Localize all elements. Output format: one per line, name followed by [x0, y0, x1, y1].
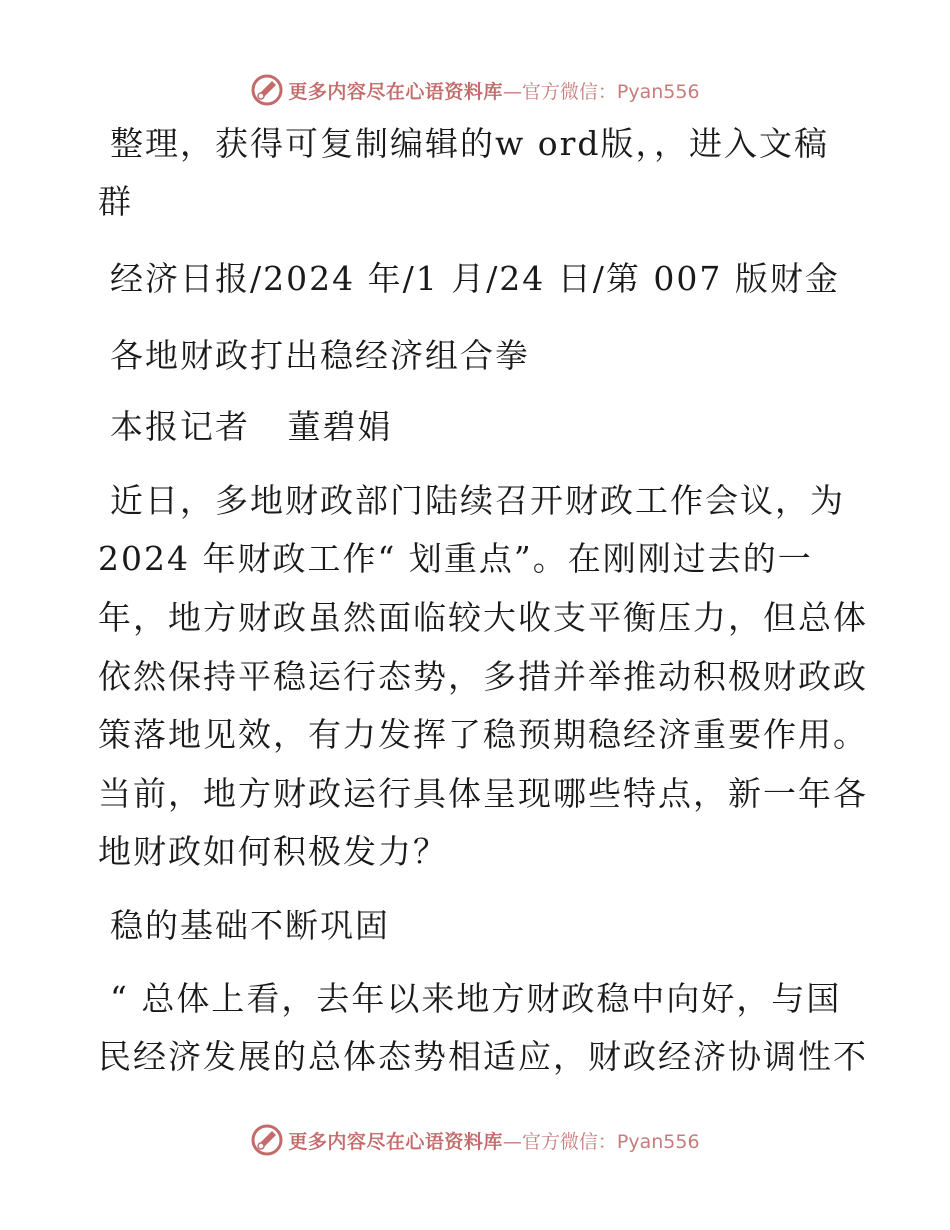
footer-watermark-banner — [0, 1120, 950, 1160]
body-p1-line-5: 策落地见效，有力发挥了稳预期稳经济重要作用。 — [98, 715, 868, 754]
body-p1-line-6: 当前，地方财政运行具体呈现哪些特点，新一年各 — [98, 774, 868, 813]
intro-line-2: 群 — [98, 182, 133, 221]
body-p1-line-3: 年，地方财政虽然面临较大收支平衡压力，但总体 — [98, 598, 868, 637]
body-p2-line-2: 民经济发展的总体态势相适应，财政经济协调性不 — [98, 1037, 868, 1076]
banner-wechat-text: —官方微信：Pyan556 — [502, 80, 700, 103]
library-logo-icon — [250, 73, 284, 107]
intro-line-1: 整理，获得可复制编辑的w ord版，，进入文稿 — [110, 124, 830, 163]
section-heading: 稳的基础不断巩固 — [110, 906, 390, 945]
header-watermark-banner — [0, 70, 950, 110]
byline: 本报记者 董碧娟 — [110, 407, 393, 446]
banner-wechat-text: —官方微信：Pyan556 — [502, 1130, 700, 1153]
banner-main-text: 更多内容尽在心语资料库 — [288, 1130, 503, 1153]
body-p1-line-1: 近日，多地财政部门陆续召开财政工作会议，为 — [110, 481, 845, 520]
article-title: 各地财政打出稳经济组合拳 — [110, 336, 530, 375]
body-p1-line-7: 地财政如何积极发力？ — [98, 832, 448, 871]
source-line: 经济日报/2024 年/1 月/24 日/第 007 版财金 — [110, 259, 840, 298]
body-p2-line-1: “ 总体上看，去年以来地方财政稳中向好，与国 — [110, 979, 842, 1018]
body-p1-line-4: 依然保持平稳运行态势，多措并举推动积极财政政 — [98, 657, 868, 696]
body-p1-line-2: 2024 年财政工作“ 划重点”。在刚刚过去的一 — [98, 539, 813, 578]
banner-main-text: 更多内容尽在心语资料库 — [288, 80, 503, 103]
library-logo-icon — [250, 1123, 284, 1157]
